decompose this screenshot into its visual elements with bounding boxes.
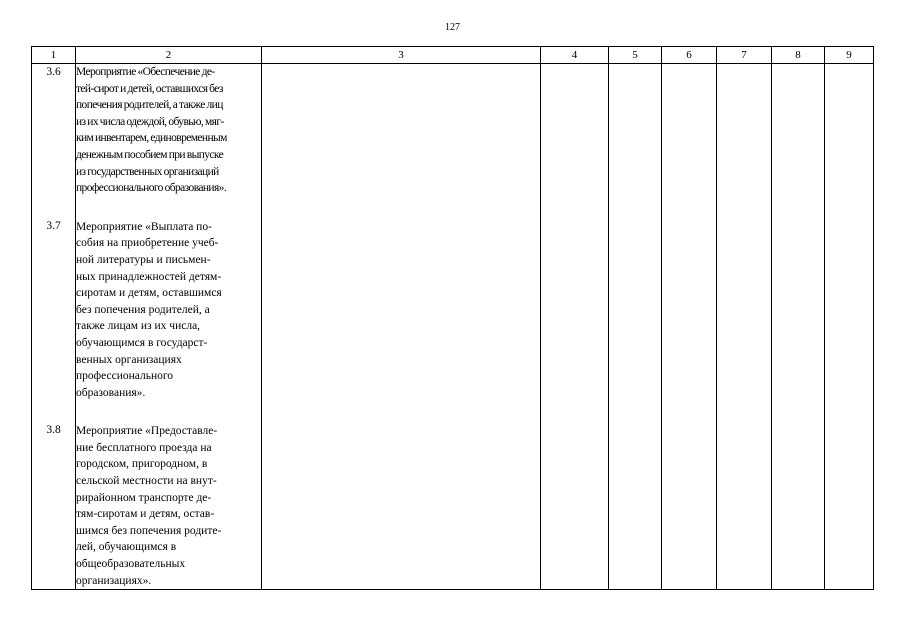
table-row [32,64,874,590]
column-header-1: 1 [32,47,76,64]
program-measures-table [31,46,874,590]
item-number-3-8: 3.8 [46,424,61,437]
column-header-5: 5 [609,47,662,64]
column-header-3: 3 [262,47,541,64]
item-description-cell [76,64,262,590]
text-line: собия на приобретение учеб- [76,237,219,250]
column-7-cell [717,64,772,590]
page-number: 127 [445,22,460,33]
column-header-4: 4 [541,47,609,64]
text-line: попечения родителей, а также лиц [76,99,223,112]
column-9-cell [825,64,874,590]
text-line: тей-сирот и детей, оставшихся без [76,82,223,95]
column-header-9: 9 [825,47,874,64]
column-header-6: 6 [662,47,717,64]
text-line: из их числа одеждой, обувью, мяг- [76,115,224,128]
header-row [32,47,874,64]
column-6-cell [662,64,717,590]
text-line: Мероприятие «Выплата по- [76,220,212,233]
column-3-cell [262,64,541,590]
column-header-8: 8 [772,47,825,64]
column-5-cell [609,64,662,590]
text-line: профессионального [76,370,174,383]
measure-3-7-text [76,219,261,402]
measure-3-8-text [76,423,261,589]
measure-3-6-text [76,64,261,197]
item-number-3-6: 3.6 [46,66,61,78]
text-line: сельской местности на внут- [76,475,217,488]
text-line: рирайонном транспорте де- [76,491,212,504]
item-number-3-7: 3.7 [46,220,61,233]
text-line: Мероприятие «Предоставле- [76,425,218,438]
text-line: профессионального образования». [76,182,227,195]
text-line: ние бесплатного проезда на [76,441,212,454]
text-line: городском, пригородном, в [76,458,208,471]
text-line: ной литературы и письмен- [76,253,211,266]
column-header-7: 7 [717,47,772,64]
text-line: образования». [76,386,146,399]
text-line: денежным пособием при выпуске [76,148,224,161]
text-line: ким инвентарем, единовременным [76,132,227,145]
text-line: также лицам из их числа, [76,320,201,333]
column-8-cell [772,64,825,590]
text-line: сиротам и детям, оставшимся [76,287,222,300]
text-line: из государственных организаций [76,165,219,178]
text-line: шимся без попечения родите- [76,524,222,537]
text-line: обучающимся в государст- [76,336,208,349]
column-4-cell [541,64,609,590]
text-line: ных принадлежностей детям- [76,270,222,283]
text-line: венных организациях [76,353,182,366]
item-number-cell [32,64,76,590]
text-line: тям-сиротам и детям, остав- [76,508,215,521]
text-line: общеобразовательных [76,558,186,571]
column-header-2: 2 [76,47,262,64]
text-line: организациях». [76,574,152,587]
text-line: Мероприятие «Обеспечение де- [76,66,215,78]
text-line: без попечения родителей, а [76,303,210,316]
text-line: лей, обучающимся в [76,541,177,554]
